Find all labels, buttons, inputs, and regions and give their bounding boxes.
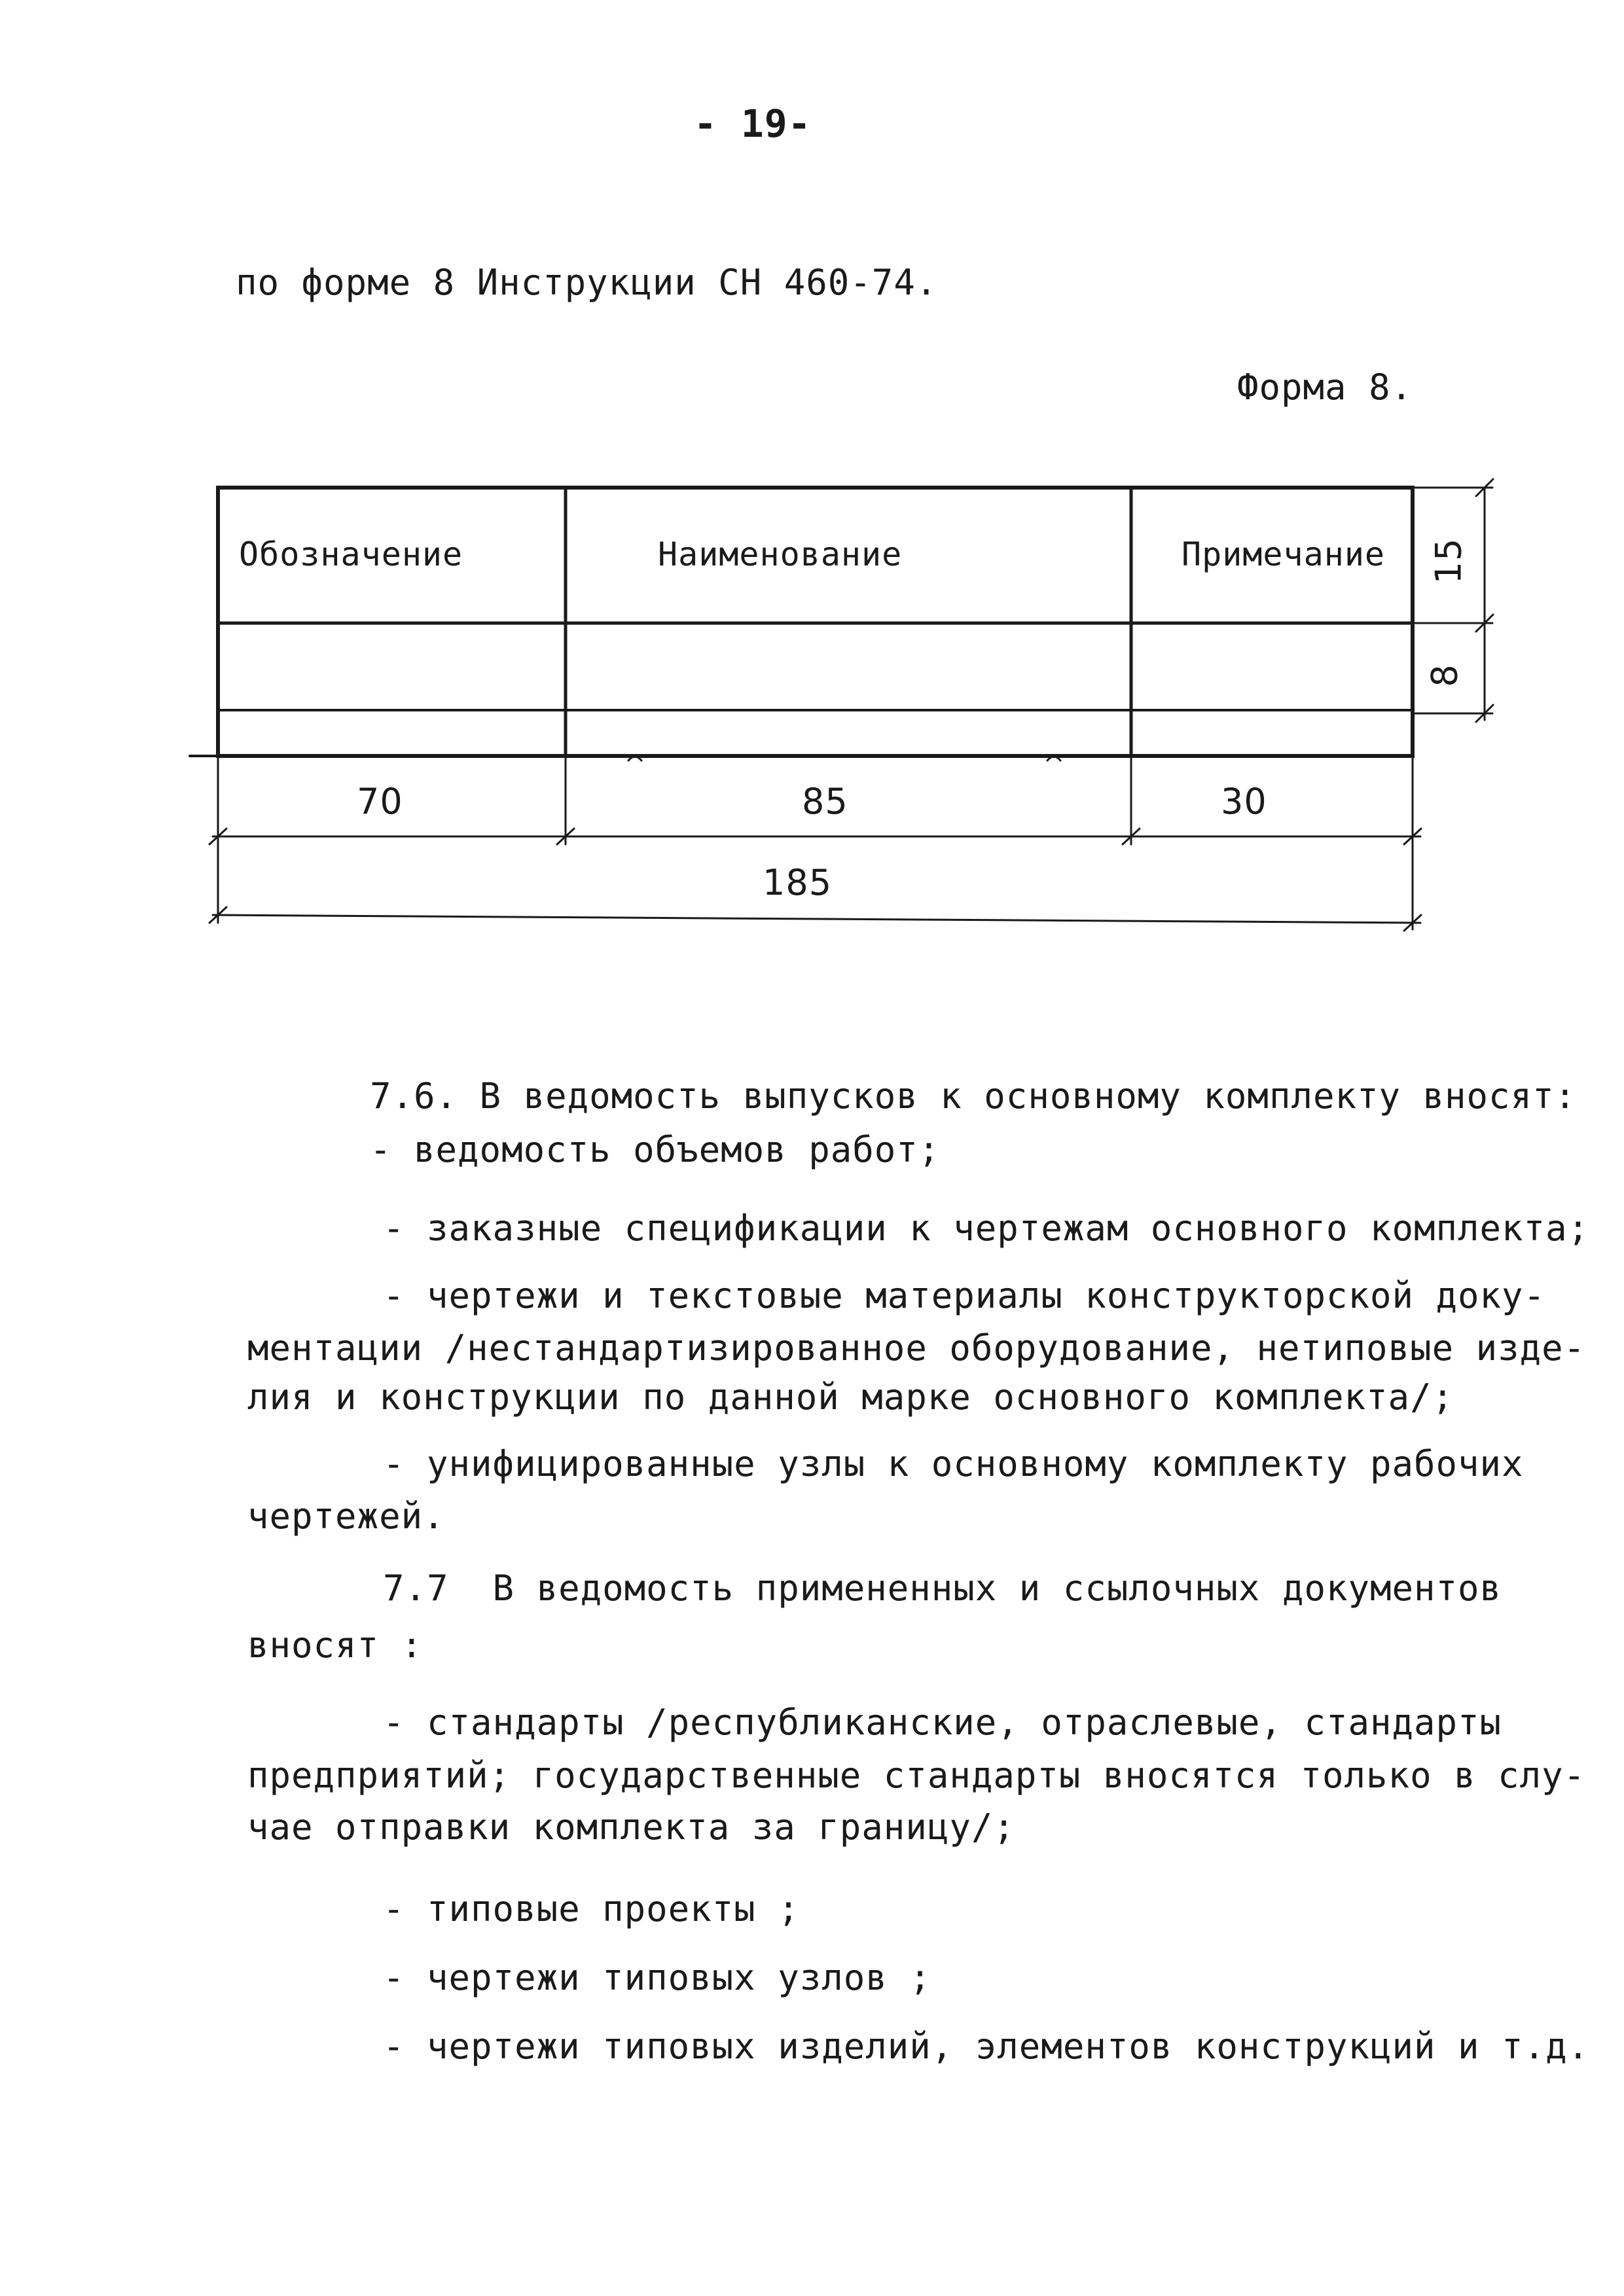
list-item: - заказные спецификации к чертежам основного комплекта; <box>383 1208 1590 1249</box>
section-7-7-heading-cont: вносят : <box>247 1624 424 1666</box>
column-width-name: 85 <box>802 781 848 822</box>
list-item: предприятий; государственные стандарты вносятся только в слу- <box>247 1755 1586 1796</box>
column-header-name: Наименование <box>658 535 903 573</box>
list-item: ментации /нестандартизированное оборудование, нетиповые изде- <box>247 1327 1586 1369</box>
list-item: - унифицированные узлы к основному комплекту рабочих <box>383 1443 1524 1484</box>
page-number: - 19- <box>694 101 812 146</box>
row-height-header: 15 <box>1428 537 1470 584</box>
section-7-7-heading: 7.7 В ведомость примененных и ссылочных документов <box>383 1568 1502 1609</box>
list-item: - чертежи и текстовые материалы конструкторской доку- <box>383 1275 1546 1316</box>
row-height-body: 8 <box>1424 664 1466 687</box>
form-8-drawing <box>0 0 1624 982</box>
form-label: Форма 8. <box>1237 367 1413 408</box>
column-width-designation: 70 <box>357 781 403 822</box>
list-item: чертежей. <box>247 1496 445 1537</box>
list-item: лия и конструкции по данной марке основного комплекта/; <box>247 1376 1454 1418</box>
column-width-note: 30 <box>1221 781 1267 822</box>
total-width: 185 <box>763 862 833 903</box>
column-header-note: Примечание <box>1182 535 1386 573</box>
list-item: - чертежи типовых узлов ; <box>383 1957 931 1998</box>
total-dimension-line <box>213 915 1420 923</box>
column-header-designation: Обозначение <box>239 535 463 573</box>
section-7-6-heading: 7.6. В ведомость выпусков к основному комплекту вносят: <box>370 1075 1577 1117</box>
list-item: - стандарты /республиканские, отраслевые, стандарты <box>383 1702 1502 1743</box>
intro-line: по форме 8 Инструкции СН 460-74. <box>236 262 938 303</box>
list-item: - чертежи типовых изделий, элементов конструкций и т.д. <box>383 2026 1590 2067</box>
list-item: - типовые проекты ; <box>383 1888 800 1929</box>
list-item: чае отправки комплекта за границу/; <box>247 1806 1015 1848</box>
list-item: - ведомость объемов работ; <box>370 1129 941 1170</box>
